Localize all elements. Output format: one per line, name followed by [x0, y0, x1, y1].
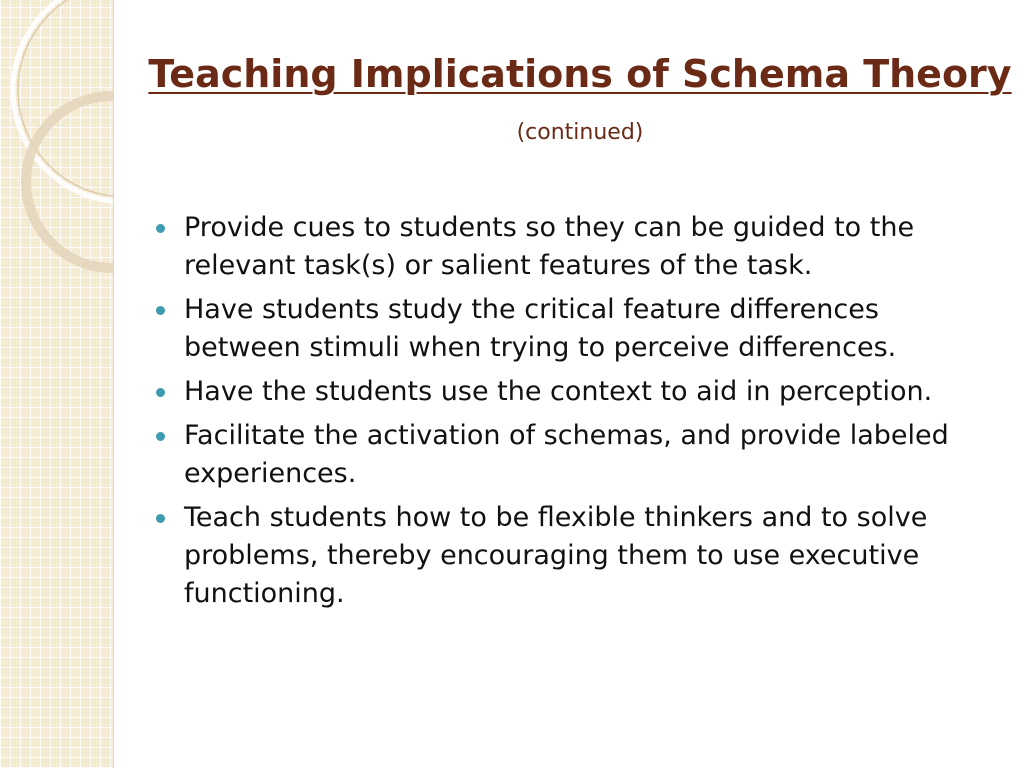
slide-title-suffix: (continued): [516, 120, 644, 145]
bullet-text: Have the students use the context to aid in perception.: [184, 376, 933, 407]
decorative-rings: [0, 0, 113, 768]
bullet-item: [155, 291, 985, 367]
bullet-marker-icon: [156, 432, 165, 441]
bullet-marker-icon: [156, 224, 165, 233]
bullet-item: [155, 499, 985, 613]
bullet-marker-icon: [156, 306, 165, 315]
bullet-text: Provide cues to students so they can be guided to the relevant task(s) or salient features of the task.: [184, 212, 915, 281]
bullet-text: Teach students how to be flexible thinkers and to solve problems, thereby encouraging them to use executive functioning.: [184, 502, 928, 609]
bullet-item: [155, 209, 985, 285]
bullet-text: Have students study the critical feature differences between stimuli when trying to perceive differences.: [184, 294, 897, 363]
bullet-item: [155, 373, 985, 411]
bullet-marker-icon: [156, 514, 165, 523]
decorative-side-band: [0, 0, 114, 768]
bullet-marker-icon: [156, 388, 165, 397]
bullet-list: [155, 209, 985, 619]
bullet-item: [155, 417, 985, 493]
bullet-text: Facilitate the activation of schemas, and provide labeled experiences.: [184, 420, 949, 489]
slide-title-main: Teaching Implications of Schema Theory: [148, 52, 1012, 96]
slide-title: [140, 48, 1020, 159]
